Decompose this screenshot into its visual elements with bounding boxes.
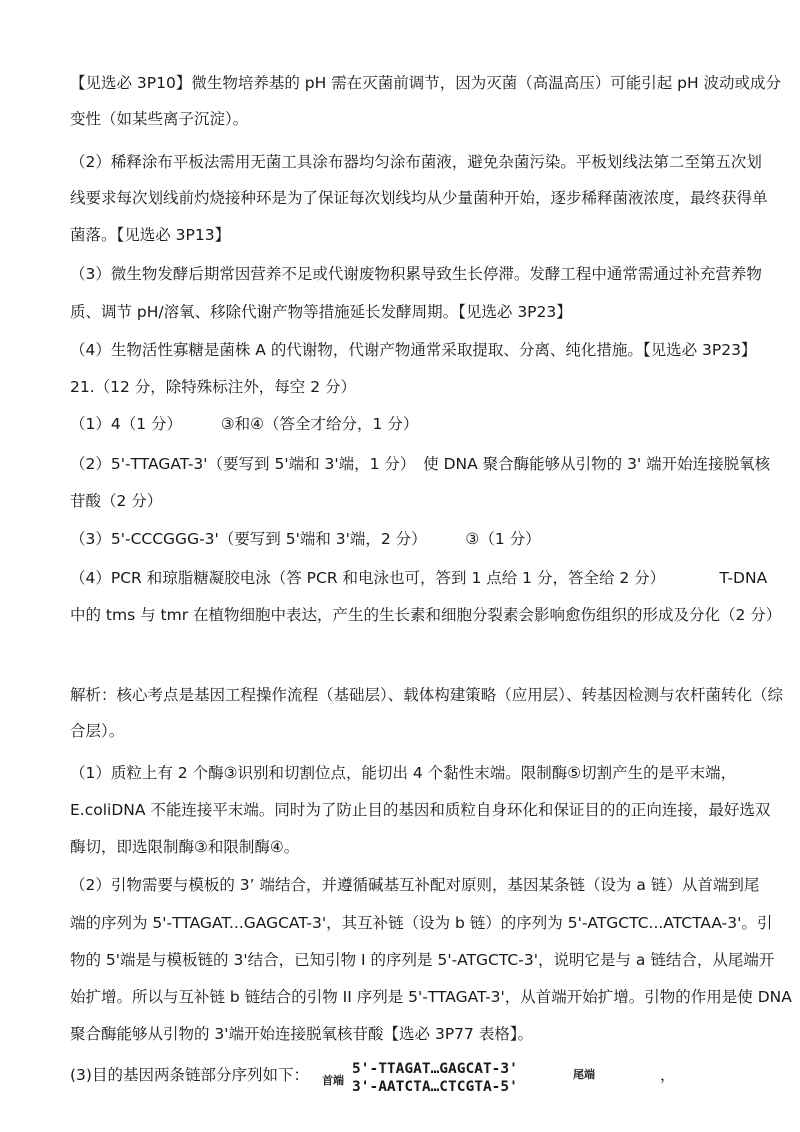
text-line: 质、调节 pH/溶氧、移除代谢产物等措施延长发酵周期。【见选必 3P23】 [70, 303, 572, 321]
sequence-intro: (3)目的基因两条链部分序列如下： [70, 1066, 309, 1084]
answer-line: （2）5'-TTAGAT-3'（要写到 5'端和 3'端，1 分） 使 DNA 聚合酶能够从引物的 3' 端开始连接脱氧核 [70, 455, 771, 473]
analysis-line: 端的序列为 5'-TTAGAT...GAGCAT-3'，其互补链（设为 b 链）的序列为 5'-ATGCTC...ATCTAA-3'。引 [70, 914, 773, 932]
sequence-bottom-strand: 3'-AATCTA…CTCGTA-5' [352, 1079, 518, 1095]
answer-line: （1）4（1 分） ③和④（答全才给分，1 分） [70, 415, 419, 433]
answer-line: （3）5'-CCCGGG-3'（要写到 5'端和 3'端，2 分） ③（1 分） [70, 530, 541, 548]
question-header: 21.（12 分，除特殊标注外，每空 2 分） [70, 378, 357, 396]
analysis-line: 合层）。 [70, 722, 125, 740]
analysis-line: 物的 5'端是与模板链的 3'结合，已知引物 I 的序列是 5'-ATGCTC-3'，说明它是与 a 链结合，从尾端开 [70, 951, 775, 969]
analysis-line: 解析：核心考点是基因工程操作流程（基础层）、载体构建策略（应用层）、转基因检测与农杆菌转化（综 [70, 686, 784, 704]
text-line: （4）生物活性寡糖是菌株 A 的代谢物，代谢产物通常采取提取、分离、纯化措施。【见选必 3P23】 [70, 341, 757, 359]
answer-line: 中的 tms 与 tmr 在植物细胞中表达，产生的生长素和细胞分裂素会影响愈伤组织的形成及分化（2 分） [70, 606, 782, 624]
analysis-line: （1）质粒上有 2 个酶③识别和切割位点，能切出 4 个黏性末端。限制酶⑤切割产生的是平末端， [70, 764, 737, 782]
answer-line: 苷酸（2 分） [70, 492, 163, 510]
analysis-line: 酶切，即选限制酶③和限制酶④。 [70, 838, 300, 856]
text-line: （3）微生物发酵后期常因营养不足或代谢废物积累导致生长停滞。发酵工程中通常需通过补充营养物 [70, 265, 762, 283]
analysis-line: E.coliDNA 不能连接平末端。同时为了防止目的基因和质粒自身环化和保证目的的正向连接，最好选双 [70, 801, 771, 819]
answer-line: （4）PCR 和琼脂糖凝胶电泳（答 PCR 和电泳也可，答到 1 点给 1 分，答全给 2 分） T-DNA [70, 569, 768, 587]
analysis-line: 始扩增。所以与互补链 b 链结合的引物 II 序列是 5'-TTAGAT-3'，从首端开始扩增。引物的作用是使 DNA [70, 988, 792, 1006]
sequence-top-strand: 5'-TTAGAT…GAGCAT-3' [352, 1061, 518, 1077]
trailing-comma: ， [660, 1066, 676, 1084]
analysis-line: （2）引物需要与模板的 3’ 端结合，并遵循碱基互补配对原则，基因某条链（设为 a 链）从首端到尾 [70, 876, 760, 894]
text-line: 线要求每次划线前灼烧接种环是为了保证每次划线均从少量菌种开始，逐步稀释菌液浓度，最终获得单 [70, 189, 768, 207]
head-label: 首端 [322, 1074, 344, 1087]
text-line: （2）稀释涂布平板法需用无菌工具涂布器均匀涂布菌液，避免杂菌污染。平板划线法第二至第五次划 [70, 153, 762, 171]
text-line: 变性（如某些离子沉淀）。 [70, 110, 249, 128]
text-line: 【见选必 3P10】微生物培养基的 pH 需在灭菌前调节，因为灭菌（高温高压）可能引起 pH 波动或成分 [70, 74, 782, 92]
analysis-line: 聚合酶能够从引物的 3'端开始连接脱氧核苷酸【选必 3P77 表格】。 [70, 1025, 534, 1043]
text-line: 菌落。【见选必 3P13】 [70, 226, 231, 244]
tail-label: 尾端 [573, 1068, 595, 1081]
